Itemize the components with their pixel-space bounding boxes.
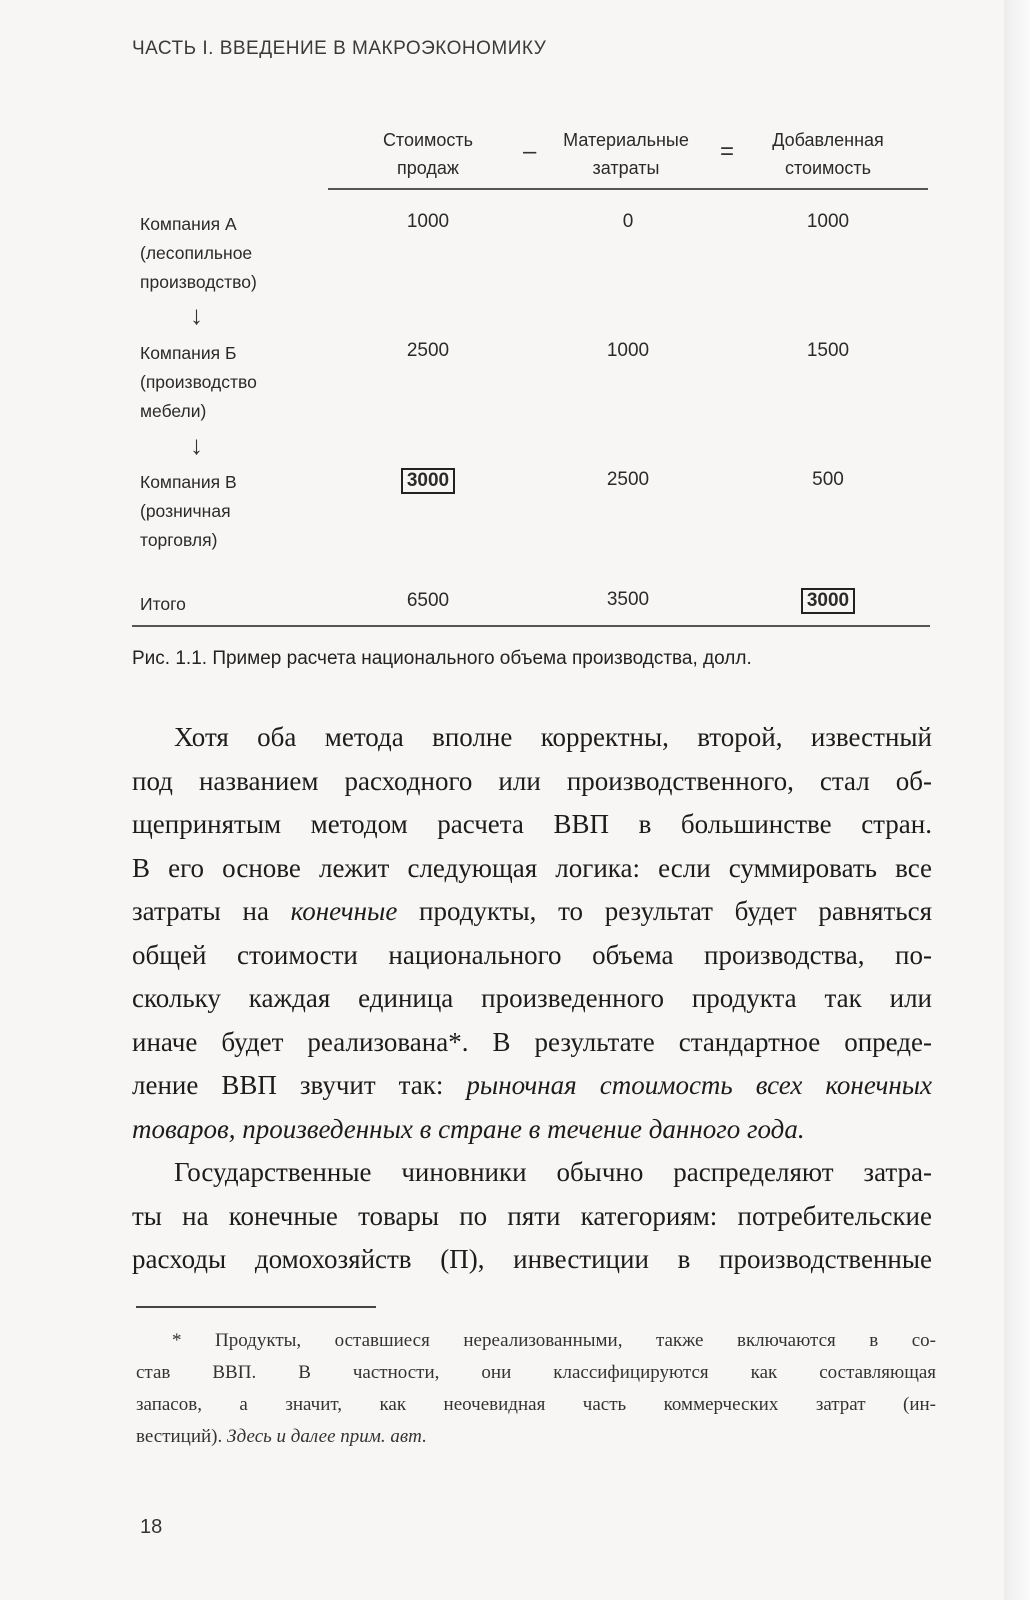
- italic-run: конечные: [290, 896, 398, 926]
- company-b-line3: мебели): [140, 401, 207, 421]
- text-line: иначе будет реализована*. В результате стандартное опреде-: [132, 1026, 932, 1057]
- text-run: затраты на: [132, 896, 291, 926]
- total-label: Итого: [140, 594, 186, 614]
- total-value-added: [768, 588, 888, 614]
- text-line: [132, 890, 932, 934]
- italic-run: товаров, произведенных в стране в течение данного года.: [132, 1113, 805, 1144]
- company-c-label: [140, 468, 340, 555]
- company-a-line3: производство): [140, 272, 257, 292]
- text-line: Государственные чиновники обычно распределяют затра-: [174, 1157, 932, 1187]
- company-c-line2: (розничная: [140, 501, 231, 521]
- company-b-value-added: 1500: [806, 340, 850, 361]
- col-head-material-line2: затраты: [592, 158, 660, 178]
- text-line: скольку каждая единица произведенного продукта так или: [132, 983, 932, 1013]
- company-c-sales: [368, 468, 488, 494]
- company-c-line1: Компания В: [140, 472, 237, 492]
- text-line: [132, 1064, 932, 1108]
- company-b-line2: (производство: [140, 372, 257, 392]
- company-c-value-added: 500: [812, 469, 844, 490]
- company-a-label: [140, 210, 340, 297]
- col-head-sales-line1: Стоимость: [382, 130, 474, 150]
- total-sales: 6500: [406, 590, 450, 611]
- footnote-line: * Продукты, оставшиеся нереализованными, также включаются в со-: [172, 1330, 936, 1351]
- company-a-sales: 1000: [406, 211, 450, 232]
- boxed-value: 3000: [801, 588, 855, 614]
- arrow-down-icon: ↓: [190, 300, 203, 330]
- footnote: [136, 1325, 936, 1453]
- footnote-line: [136, 1421, 936, 1453]
- boxed-value: 3000: [401, 468, 455, 494]
- text-run: вестиций).: [136, 1426, 228, 1447]
- paragraph-1: [132, 716, 932, 1151]
- arrow-down-icon: ↓: [190, 430, 203, 460]
- text-line: расходы домохозяйств (П), инвестиции в производственные: [132, 1244, 932, 1274]
- text-line: Хотя оба метода вполне корректны, второй, известный: [174, 722, 932, 752]
- col-head-material: [541, 126, 711, 182]
- table-bottom-rule: [132, 625, 930, 627]
- text-run: продукты, то результат будет равняться: [397, 896, 932, 926]
- company-a-line1: Компания А: [140, 214, 237, 234]
- text-line: В его основе лежит следующая логика: если суммировать все: [132, 852, 932, 883]
- col-head-value-added-line1: Добавленная: [772, 130, 884, 150]
- paragraph-2: [132, 1151, 932, 1282]
- company-a-line2: (лесопильное: [140, 243, 253, 263]
- italic-run: рыночная стоимость всех конечных: [466, 1070, 932, 1100]
- equals-operator: =: [720, 138, 735, 165]
- footnote-line: запасов, а значит, как неочевидная часть коммерческих затрат (ин-: [136, 1394, 936, 1415]
- footnote-line: став ВВП. В частности, они классифицируются как составляющая: [136, 1362, 936, 1383]
- col-head-material-line1: Материальные: [563, 130, 689, 150]
- italic-run: Здесь и далее прим. авт.: [227, 1426, 427, 1447]
- company-a-value-added: 1000: [806, 211, 850, 232]
- company-c-line3: торговля): [140, 530, 218, 550]
- company-b-line1: Компания Б: [140, 343, 237, 363]
- text-line: общей стоимости национального объема производства, по-: [132, 939, 932, 970]
- text-line: щепринятым методом расчета ВВП в большинстве стран.: [132, 809, 932, 839]
- company-a-material: 0: [622, 211, 634, 232]
- running-header: ЧАСТЬ I. ВВЕДЕНИЕ В МАКРОЭКОНОМИКУ: [132, 38, 547, 59]
- text-line: под названием расходного или производственного, стал об-: [132, 765, 932, 796]
- col-head-value-added: [743, 126, 913, 182]
- col-head-sales-line2: продаж: [397, 158, 459, 178]
- page-edge: [1004, 0, 1030, 1600]
- company-c-material: 2500: [606, 469, 650, 490]
- figure-caption: Рис. 1.1. Пример расчета национального объема производства, долл.: [132, 648, 752, 669]
- minus-operator: –: [523, 138, 537, 165]
- total-material: 3500: [606, 589, 650, 610]
- footnote-rule: [136, 1306, 376, 1308]
- text-line: ты на конечные товары по пяти категориям: потребительские: [132, 1200, 932, 1231]
- company-b-material: 1000: [606, 340, 650, 361]
- company-b-sales: 2500: [406, 340, 450, 361]
- col-head-value-added-line2: стоимость: [784, 158, 872, 178]
- page-number: 18: [140, 1516, 163, 1538]
- company-b-label: [140, 339, 340, 426]
- table-header-rule: [328, 188, 928, 190]
- text-run: ление ВВП звучит так:: [132, 1070, 467, 1100]
- text-line: [132, 1108, 932, 1152]
- col-head-sales: [343, 126, 513, 182]
